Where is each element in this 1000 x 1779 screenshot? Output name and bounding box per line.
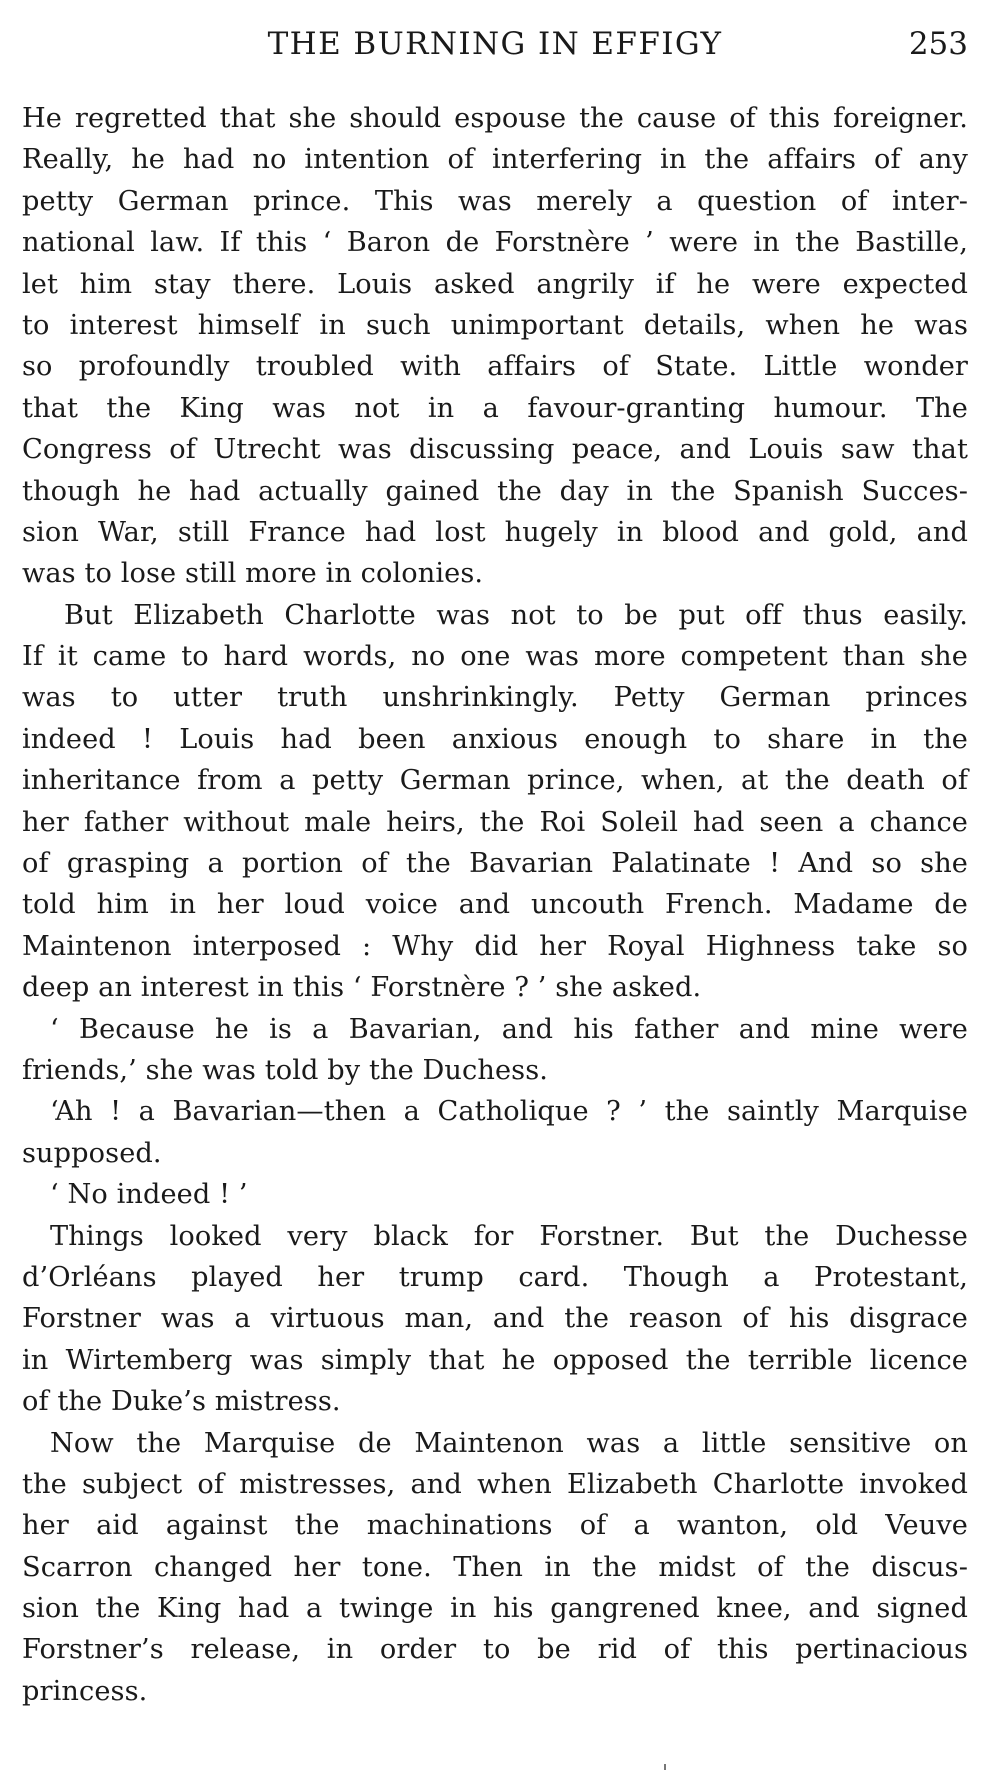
text-line: d’Orléans played her trump card. Though a Protestant,	[22, 1261, 968, 1293]
running-title: THE BURNING IN EFFIGY	[267, 26, 723, 62]
text-line: Things looked very black for Forstner. But the Duchesse	[50, 1220, 968, 1252]
paragraph	[22, 595, 968, 1009]
text-line: inheritance from a petty German prince, when, at the death of	[22, 765, 968, 797]
text-line: sion War, still France had lost hugely in blood and gold, and	[22, 516, 968, 548]
text-line: sion the King had a twinge in his gangrened knee, and signed	[22, 1593, 968, 1625]
printing-mark	[664, 1764, 666, 1770]
text-line: Maintenon interposed : Why did her Royal Highness take so	[22, 930, 968, 962]
paragraph	[22, 98, 968, 595]
text-line: petty German prince. This was merely a question of inter-	[22, 185, 968, 217]
text-line: ‘ Because he is a Bavarian, and his father and mine were	[50, 1013, 968, 1045]
text-line: of the Duke’s mistress.	[22, 1386, 341, 1418]
text-line: indeed ! Louis had been anxious enough to share in the	[22, 723, 968, 755]
paragraph	[22, 1423, 968, 1713]
text-line: friends,’ she was told by the Duchess.	[22, 1054, 548, 1086]
text-line: that the King was not in a favour-granting humour. The	[22, 392, 968, 424]
book-page	[22, 0, 968, 1779]
body-text	[22, 98, 968, 1712]
paragraph	[22, 1091, 968, 1174]
paragraph	[22, 1009, 968, 1092]
running-head	[22, 24, 968, 64]
text-line: to interest himself in such unimportant details, when he was	[22, 309, 968, 341]
text-line: in Wirtemberg was simply that he opposed the terrible licence	[22, 1344, 968, 1376]
text-line: Forstner was a virtuous man, and the reason of his disgrace	[22, 1303, 968, 1335]
text-line: deep an interest in this ‘ Forstnère ? ’ she asked.	[22, 972, 702, 1004]
text-line: was to utter truth unshrinkingly. Petty German princes	[22, 682, 968, 714]
text-line: her father without male heirs, the Roi Soleil had seen a chance	[22, 806, 968, 838]
text-line: national law. If this ‘ Baron de Forstnère ’ were in the Bastille,	[22, 227, 968, 259]
paragraph	[22, 1216, 968, 1423]
text-line: Really, he had no intention of interfering in the affairs of any	[22, 144, 968, 176]
text-line: was to lose still more in colonies.	[22, 558, 484, 590]
text-line: supposed.	[22, 1137, 162, 1169]
text-line: told him in her loud voice and uncouth French. Madame de	[22, 889, 968, 921]
text-line: But Elizabeth Charlotte was not to be put off thus easily.	[64, 599, 968, 631]
text-line: Now the Marquise de Maintenon was a little sensitive on	[50, 1427, 968, 1459]
text-line: Congress of Utrecht was discussing peace, and Louis saw that	[22, 434, 968, 466]
text-line: though he had actually gained the day in the Spanish Succes-	[22, 475, 968, 507]
text-line: ‘ No indeed ! ’	[50, 1179, 248, 1211]
text-line: Forstner’s release, in order to be rid of this pertinacious	[22, 1634, 968, 1666]
text-line: princess.	[22, 1675, 148, 1707]
text-line: of grasping a portion of the Bavarian Palatinate ! And so she	[22, 848, 968, 880]
text-line: Scarron changed her tone. Then in the midst of the discus-	[22, 1551, 968, 1583]
text-line: the subject of mistresses, and when Elizabeth Charlotte invoked	[22, 1468, 968, 1500]
text-line: If it came to hard words, no one was more competent than she	[22, 641, 968, 673]
text-line: ‘Ah ! a Bavarian—then a Catholique ? ’ the saintly Marquise	[50, 1096, 968, 1128]
paragraph	[22, 1174, 968, 1215]
text-line: He regretted that she should espouse the cause of this foreigner.	[22, 103, 968, 134]
text-line: so profoundly troubled with affairs of State. Little wonder	[22, 351, 968, 383]
page-number: 253	[908, 26, 968, 62]
text-line: her aid against the machinations of a wanton, old Veuve	[22, 1510, 968, 1542]
text-line: let him stay there. Louis asked angrily if he were expected	[22, 268, 968, 300]
